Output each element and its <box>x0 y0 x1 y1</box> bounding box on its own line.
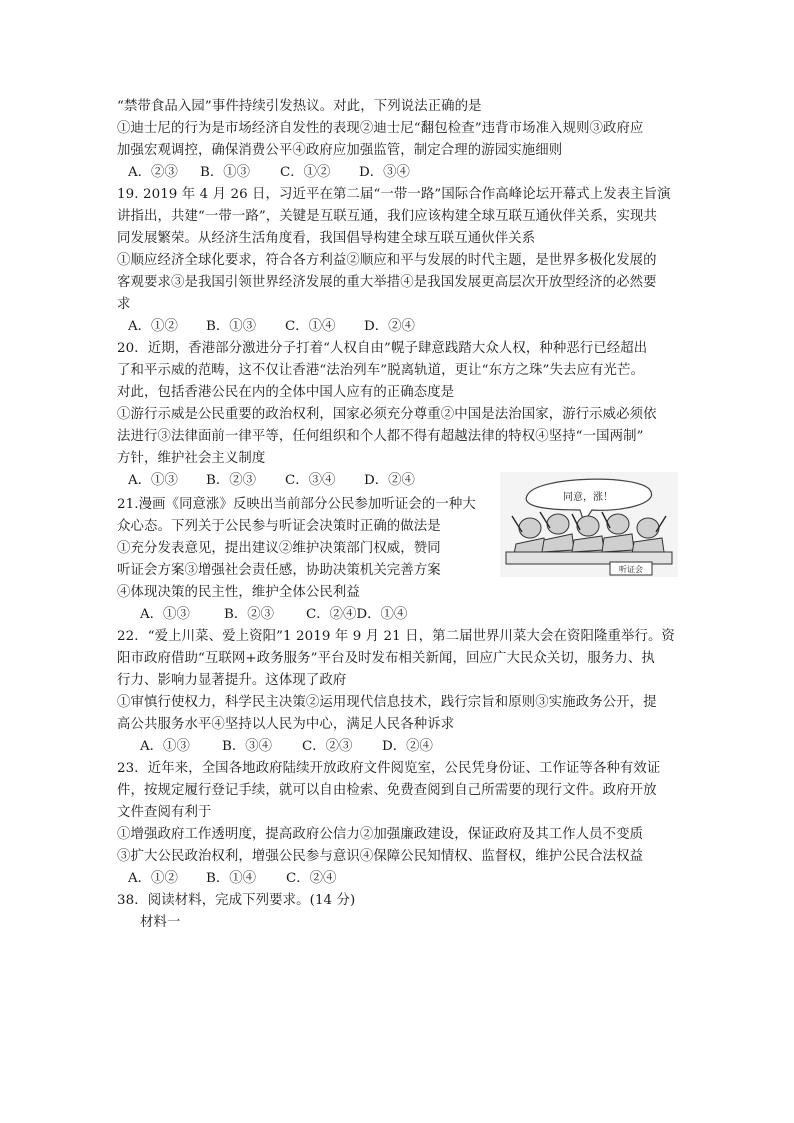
q20-option-c: C．③④ <box>285 473 336 488</box>
q22-statements-2: 高公共服务水平④坚持以人民为中心，满足人民各种诉求 <box>117 717 455 732</box>
q21-option-a: A．①③ <box>140 607 190 622</box>
q19-statements-2: 客观要求③是我国引领世界经济发展的重大举措④是我国发展更高层次开放型经济的必然要 <box>117 275 657 290</box>
q20-statements-3: 方针，维护社会主义制度 <box>117 451 266 466</box>
q21-statements-1: ①充分发表意见，提出建议②维护决策部门权威，赞同 <box>117 541 441 556</box>
q38-material-label: 材料一 <box>140 915 181 930</box>
q18-option-d: D．③④ <box>359 165 410 180</box>
q18-statements-2: 加强宏观调控，确保消费公平④政府应加强监管，制定合理的游园实施细则 <box>117 143 563 158</box>
q19-stem-1: 19. 2019 年 4 月 26 日，习近平在第二届“一带一路”国际合作高峰论坛开幕式上发表主旨演 <box>117 187 671 202</box>
q23-option-b: B．①④ <box>206 871 257 886</box>
q19-option-a: A．①② <box>128 319 178 334</box>
q18-stem-end: “禁带食品入园”事件持续引发热议。对此，下列说法正确的是 <box>117 99 482 114</box>
q22-option-a: A．①③ <box>140 739 190 754</box>
seated-people <box>514 514 664 554</box>
q19-stem-3: 同发展繁荣。从经济生活角度看，我国倡导构建全球互联互通伙伴关系 <box>117 231 536 246</box>
q19-option-c: C．①④ <box>285 319 336 334</box>
cartoon-image <box>500 472 678 577</box>
q21-stem-1: 21.漫画《同意涨》反映出当前部分公民参加听证会的一种大 <box>117 497 476 512</box>
q22-options <box>140 736 433 758</box>
q20-statements-1: ①游行示威是公民重要的政治权利，国家必须充分尊重②中国是法治国家，游行示威必须依 <box>117 407 657 422</box>
q22-option-d: D．②④ <box>382 739 433 754</box>
q38-title: 38．阅读材料，完成下列要求。(14 分) <box>117 893 356 908</box>
q20-option-a: A．①③ <box>128 473 178 488</box>
q18-option-a: A．②③ <box>128 165 178 180</box>
q23-option-a: A．①② <box>128 871 178 886</box>
q23-stem-2: 件，按规定履行登记手续，就可以自由检索、免费查阅到自己所需要的现行文件。政府开放 <box>117 783 657 798</box>
q21-option-b: B．②③ <box>224 607 275 622</box>
q23-statements-1: ①增强政府工作透明度，提高政府公信力②加强廉政建设，保证政府及其工作人员不变质 <box>117 827 644 842</box>
q19-options <box>128 316 415 338</box>
q23-stem-1: 23．近年来，全国各地政府陆续开放政府文件阅览室，公民凭身份证、工作证等各种有效证 <box>117 761 661 776</box>
q20-option-d: D．②④ <box>364 473 415 488</box>
q18-option-b: B．①③ <box>200 165 251 180</box>
q22-stem-2: 阳市政府借助“互联网+政务服务”平台及时发布相关新闻，回应广大民众关切，服务力、执 <box>117 651 655 666</box>
q20-stem-1: 20．近期，香港部分激进分子打着“人权自由”幌子肆意践踏大众人权，种种恶行已经超出 <box>117 341 648 356</box>
q20-stem-3: 对此，包括香港公民在内的全体中国人应有的正确态度是 <box>117 385 455 400</box>
q21-statements-3: ④体现决策的民主性，维护全体公民利益 <box>117 585 360 600</box>
q22-stem-1: 22．“爱上川菜、爱上资阳”1 2019 年 9 月 21 日，第二届世界川菜大会在资阳隆重举行。资 <box>117 629 675 644</box>
q23-stem-3: 文件查阅有利于 <box>117 805 212 820</box>
q21-stem-2: 众心态。下列关于公民参与听证会决策时正确的做法是 <box>117 519 441 534</box>
q20-stem-2: 了和平示威的范畴，这不仅让香港“法治列车”脱离轨道，更让“东方之珠”失去应有光芒。 <box>117 363 644 378</box>
q22-option-c: C．②③ <box>302 739 353 754</box>
sign-text: 听证会 <box>619 565 643 574</box>
q19-statements-1: ①顺应经济全球化要求，符合各方利益②顺应和平与发展的时代主题，是世界多极化发展的 <box>117 253 657 268</box>
q18-options <box>128 162 410 184</box>
q20-statements-2: 法进行③法律面前一律平等，任何组织和个人都不得有超越法律的特权④坚持“一国两制” <box>117 429 644 444</box>
q23-option-c: C．②④ <box>286 871 337 886</box>
q23-statements-2: ③扩大公民政治权利，增强公民参与意识④保障公民知情权、监督权，维护公民合法权益 <box>117 849 644 864</box>
q21-options <box>140 604 407 626</box>
q19-option-d: D．②④ <box>364 319 415 334</box>
q19-option-b: B．①③ <box>206 319 257 334</box>
q19-statements-3: 求 <box>117 297 131 312</box>
bubble-text: 同意，涨！ <box>563 492 613 503</box>
q18-option-c: C．①② <box>280 165 331 180</box>
q22-stem-3: 行力、影响力显著提升。这体现了政府 <box>117 673 347 688</box>
q18-statements-1: ①迪士尼的行为是市场经济自发性的表现②迪士尼“翻包检查”违背市场准入规则③政府应 <box>117 121 644 136</box>
q19-stem-2: 讲指出，共建“一带一路”，关键是互联互通，我们应该构建全球互联互通伙伴关系，实现共 <box>117 209 658 224</box>
q21-option-cd: C．②④D．①④ <box>306 607 408 622</box>
q20-options <box>128 470 415 492</box>
q20-option-b: B．②③ <box>206 473 257 488</box>
q21-statements-2: 听证会方案③增强社会责任感，协助决策机关完善方案 <box>117 563 441 578</box>
q22-statements-1: ①审慎行使权力，科学民主决策②运用现代信息技术，践行宗旨和原则③实施政务公开，提 <box>117 695 657 710</box>
q22-option-b: B．③④ <box>222 739 273 754</box>
q23-options <box>128 868 336 890</box>
